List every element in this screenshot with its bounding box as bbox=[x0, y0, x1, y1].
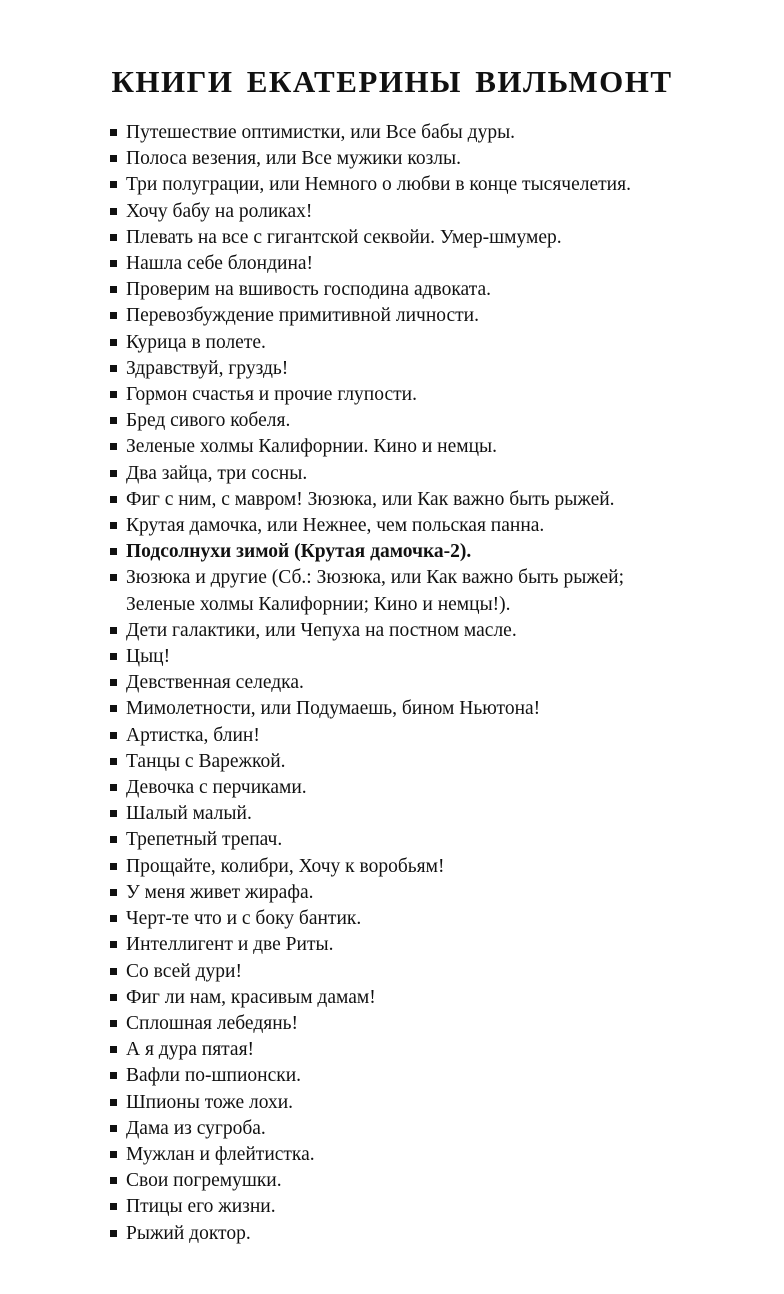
book-list bbox=[108, 120, 768, 1247]
book-title: Шпионы тоже лохи. bbox=[126, 1091, 294, 1113]
bullet-icon bbox=[110, 155, 117, 162]
list-item bbox=[108, 461, 768, 487]
list-item bbox=[108, 985, 768, 1011]
bullet-icon bbox=[110, 941, 117, 948]
list-item bbox=[108, 1168, 768, 1194]
book-title: Гормон счастья и прочие глупости. bbox=[126, 384, 417, 406]
list-item bbox=[108, 1037, 768, 1063]
list-item bbox=[108, 408, 768, 434]
bullet-icon bbox=[110, 391, 117, 398]
bullet-icon bbox=[110, 1203, 117, 1210]
list-item bbox=[108, 1090, 768, 1116]
list-item bbox=[108, 644, 768, 670]
book-title: Проверим на вшивость господина адвоката. bbox=[126, 279, 491, 301]
list-item bbox=[108, 749, 768, 775]
list-item bbox=[108, 146, 768, 172]
list-item bbox=[108, 880, 768, 906]
book-title: Здравствуй, груздь! bbox=[126, 357, 289, 379]
list-item bbox=[108, 330, 768, 356]
list-item bbox=[108, 696, 768, 722]
bullet-icon bbox=[110, 968, 117, 975]
bullet-icon bbox=[110, 470, 117, 477]
book-title: Зеленые холмы Калифорнии. Кино и немцы. bbox=[126, 436, 498, 458]
bullet-icon bbox=[110, 286, 117, 293]
list-item bbox=[108, 225, 768, 251]
bullet-icon bbox=[110, 1125, 117, 1132]
book-title: Девственная селедка. bbox=[126, 672, 304, 694]
book-title: Три полуграции, или Немного о любви в конце тысячелетия. bbox=[126, 174, 631, 196]
book-title: Фиг ли нам, красивым дамам! bbox=[126, 986, 376, 1008]
book-title: Плевать на все с гигантской секвойи. Умер-шмумер. bbox=[126, 226, 562, 248]
book-title: Крутая дамочка, или Нежнее, чем польская панна. bbox=[126, 515, 545, 537]
bullet-icon bbox=[110, 915, 117, 922]
bullet-icon bbox=[110, 863, 117, 870]
book-title: Рыжий доктор. bbox=[126, 1222, 251, 1244]
bullet-icon bbox=[110, 496, 117, 503]
bullet-icon bbox=[110, 627, 117, 634]
list-item bbox=[108, 565, 768, 617]
book-title: Артистка, блин! bbox=[126, 724, 260, 746]
book-title: Птицы его жизни. bbox=[126, 1196, 276, 1218]
book-title: Путешествие оптимистки, или Все бабы дуры. bbox=[126, 122, 516, 143]
list-item bbox=[108, 434, 768, 460]
bullet-icon bbox=[110, 260, 117, 267]
list-item bbox=[108, 723, 768, 749]
list-item bbox=[108, 277, 768, 303]
list-item bbox=[108, 670, 768, 696]
bullet-icon bbox=[110, 1072, 117, 1079]
bullet-icon bbox=[110, 365, 117, 372]
list-item bbox=[108, 513, 768, 539]
book-title: Курица в полете. bbox=[126, 331, 266, 353]
list-item bbox=[108, 1194, 768, 1220]
list-item bbox=[108, 801, 768, 827]
book-title: Дама из сугроба. bbox=[126, 1117, 266, 1139]
list-item bbox=[108, 303, 768, 329]
book-title: Девочка с перчиками. bbox=[126, 777, 307, 799]
bullet-icon bbox=[110, 1177, 117, 1184]
book-title: Фиг с ним, с мавром! Зюзюка, или Как важно быть рыжей. bbox=[126, 488, 615, 510]
book-title: Бред сивого кобеля. bbox=[126, 410, 291, 432]
list-item bbox=[108, 959, 768, 985]
bullet-icon bbox=[110, 732, 117, 739]
list-item bbox=[108, 199, 768, 225]
bullet-icon bbox=[110, 1230, 117, 1237]
book-title: Шалый малый. bbox=[126, 803, 252, 825]
book-title: Вафли по-шпионски. bbox=[126, 1065, 302, 1087]
book-title: Мужлан и флейтистка. bbox=[126, 1143, 315, 1165]
book-title: Со всей дури! bbox=[126, 960, 242, 982]
list-item bbox=[108, 1011, 768, 1037]
book-title: Полоса везения, или Все мужики козлы. bbox=[126, 148, 461, 170]
book-title: У меня живет жирафа. bbox=[126, 881, 314, 903]
book-title: Трепетный трепач. bbox=[126, 829, 283, 851]
list-item bbox=[108, 827, 768, 853]
book-title: Цыц! bbox=[126, 646, 171, 668]
book-title: Хочу бабу на роликах! bbox=[126, 200, 313, 222]
bullet-icon bbox=[110, 653, 117, 660]
bullet-icon bbox=[110, 1099, 117, 1106]
bullet-icon bbox=[110, 784, 117, 791]
bullet-icon bbox=[110, 1020, 117, 1027]
bullet-icon bbox=[110, 208, 117, 215]
list-item bbox=[108, 854, 768, 880]
bullet-icon bbox=[110, 705, 117, 712]
list-item bbox=[108, 932, 768, 958]
book-title-continuation: Зеленые холмы Калифорнии; Кино и немцы!). bbox=[126, 593, 511, 615]
book-title: Подсолнухи зимой (Крутая дамочка-2). bbox=[126, 541, 472, 563]
bullet-icon bbox=[110, 129, 117, 136]
list-item bbox=[108, 172, 768, 198]
list-item bbox=[108, 906, 768, 932]
bullet-icon bbox=[110, 679, 117, 686]
book-title: Черт-те что и с боку бантик. bbox=[126, 908, 362, 930]
bullet-icon bbox=[110, 1046, 117, 1053]
bullet-icon bbox=[110, 889, 117, 896]
book-title: Зюзюка и другие (Сб.: Зюзюка, или Как важно быть рыжей; bbox=[126, 567, 625, 589]
bullet-icon bbox=[110, 1151, 117, 1158]
bullet-icon bbox=[110, 417, 117, 424]
bullet-icon bbox=[110, 234, 117, 241]
list-item bbox=[108, 1221, 768, 1247]
list-item bbox=[108, 1063, 768, 1089]
bullet-icon bbox=[110, 758, 117, 765]
list-item bbox=[108, 382, 768, 408]
bullet-icon bbox=[110, 810, 117, 817]
bullet-icon bbox=[110, 312, 117, 319]
book-title: Интеллигент и две Риты. bbox=[126, 934, 334, 956]
book-title: Танцы с Варежкой. bbox=[126, 750, 286, 772]
bullet-icon bbox=[110, 339, 117, 346]
book-title: Перевозбуждение примитивной личности. bbox=[126, 305, 479, 327]
bullet-icon bbox=[110, 994, 117, 1001]
bullet-icon bbox=[110, 522, 117, 529]
bullet-icon bbox=[110, 836, 117, 843]
book-title: Сплошная лебедянь! bbox=[126, 1012, 299, 1034]
bullet-icon bbox=[110, 181, 117, 188]
book-title: Мимолетности, или Подумаешь, бином Ньютона! bbox=[126, 698, 541, 720]
book-title: Свои погремушки. bbox=[126, 1170, 282, 1192]
book-title: А я дура пятая! bbox=[126, 1039, 255, 1061]
list-item-highlighted bbox=[108, 539, 768, 565]
list-item bbox=[108, 618, 768, 644]
list-item bbox=[108, 1116, 768, 1142]
bullet-icon bbox=[110, 443, 117, 450]
list-item bbox=[108, 1142, 768, 1168]
book-title: Два зайца, три сосны. bbox=[126, 462, 308, 484]
list-item bbox=[108, 120, 768, 146]
list-item bbox=[108, 251, 768, 277]
bullet-icon bbox=[110, 574, 117, 581]
book-title: Дети галактики, или Чепуха на постном масле. bbox=[126, 619, 517, 641]
list-item bbox=[108, 775, 768, 801]
bullet-icon bbox=[110, 548, 117, 555]
page-title: КНИГИ ЕКАТЕРИНЫ ВИЛЬМОНТ bbox=[111, 64, 673, 99]
list-item bbox=[108, 356, 768, 382]
list-item bbox=[108, 487, 768, 513]
book-title: Нашла себе блондина! bbox=[126, 253, 314, 275]
book-title: Прощайте, колибри, Хочу к воробьям! bbox=[126, 855, 445, 877]
